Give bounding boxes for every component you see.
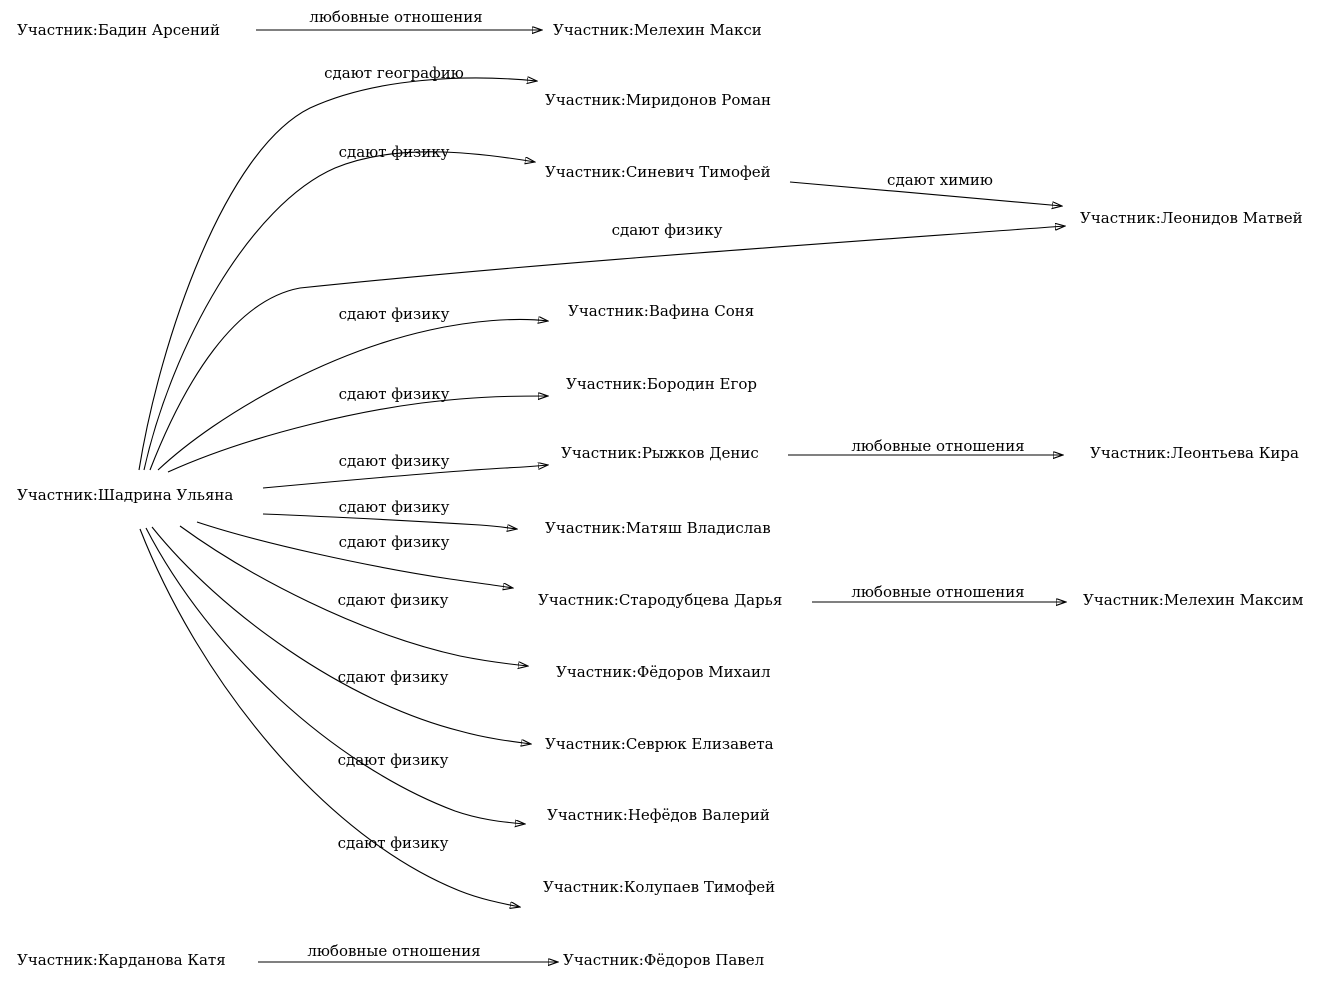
node-ryzhkov-denis: Участник:Рыжков Денис [561,444,759,462]
node-shadrina-ulyana: Участник:Шадрина Ульяна [17,486,234,504]
node-miridonov-roman: Участник:Миридонов Роман [545,91,772,109]
edge-label-sinevich-leonidov: сдают химию [887,171,993,189]
node-vafina-sonya: Участник:Вафина Соня [568,302,755,320]
node-fyodorov-pavel: Участник:Фёдоров Павел [563,951,765,969]
edge-label-shadrina-vafina: сдают физику [338,305,450,323]
node-fyodorov-mikhail: Участник:Фёдоров Михаил [556,663,771,681]
edge-label-shadrina-miridonov: сдают географию [324,64,464,82]
edge-label-shadrina-matyash: сдают физику [338,498,450,516]
edge-label-badin-melekhin: любовные отношения [309,8,483,26]
edge-shadrina-ulyana-kolupaev-timofey [140,529,520,907]
node-leonidov-matvey: Участник:Леонидов Матвей [1080,209,1303,227]
edge-label-kardanova-fyodorov-p: любовные отношения [307,942,481,960]
edge-shadrina-ulyana-nefyodov-valeriy [146,528,525,824]
node-kolupaev-timofey: Участник:Колупаев Тимофей [543,878,776,896]
edge-label-shadrina-ryzhkov: сдают физику [338,452,450,470]
edge-label-shadrina-fyodorov-m: сдают физику [337,591,449,609]
node-matyash-vladislav: Участник:Матяш Владислав [545,519,771,537]
node-melekhin-maksim: Участник:Мелехин Максим [1083,591,1304,609]
edge-shadrina-ulyana-leonidov-matvey [150,226,1065,470]
edge-label-shadrina-leonidov: сдают физику [611,221,723,239]
edge-label-shadrina-sinevich: сдают физику [338,143,450,161]
node-melekhin-maksi: Участник:Мелехин Макси [553,21,762,39]
edge-label-shadrina-sevryuk: сдают физику [337,668,449,686]
node-kardanova-katya: Участник:Карданова Катя [17,951,226,969]
edge-label-shadrina-kolupaev: сдают физику [337,834,449,852]
edge-label-starodubtseva-melekhin: любовные отношения [851,583,1025,601]
edge-label-shadrina-starodubtseva: сдают физику [338,533,450,551]
edge-label-shadrina-nefyodov: сдают физику [337,751,449,769]
edge-shadrina-ulyana-matyash-vladislav [263,514,517,529]
edge-label-ryzhkov-leontyeva: любовные отношения [851,437,1025,455]
node-sevryuk-elizaveta: Участник:Севрюк Елизавета [545,735,774,753]
edge-shadrina-ulyana-miridonov-roman [139,78,537,470]
node-starodubtseva-darya: Участник:Стародубцева Дарья [538,591,783,609]
edge-shadrina-ulyana-starodubtseva-darya [197,522,513,588]
node-sinevich-timofey: Участник:Синевич Тимофей [545,163,771,181]
node-nefyodov-valeriy: Участник:Нефёдов Валерий [547,806,770,824]
node-leontyeva-kira: Участник:Леонтьева Кира [1090,444,1299,462]
edge-label-shadrina-borodin: сдают физику [338,385,450,403]
node-borodin-egor: Участник:Бородин Егор [566,375,757,393]
node-badin-arseniy: Участник:Бадин Арсений [17,21,221,39]
